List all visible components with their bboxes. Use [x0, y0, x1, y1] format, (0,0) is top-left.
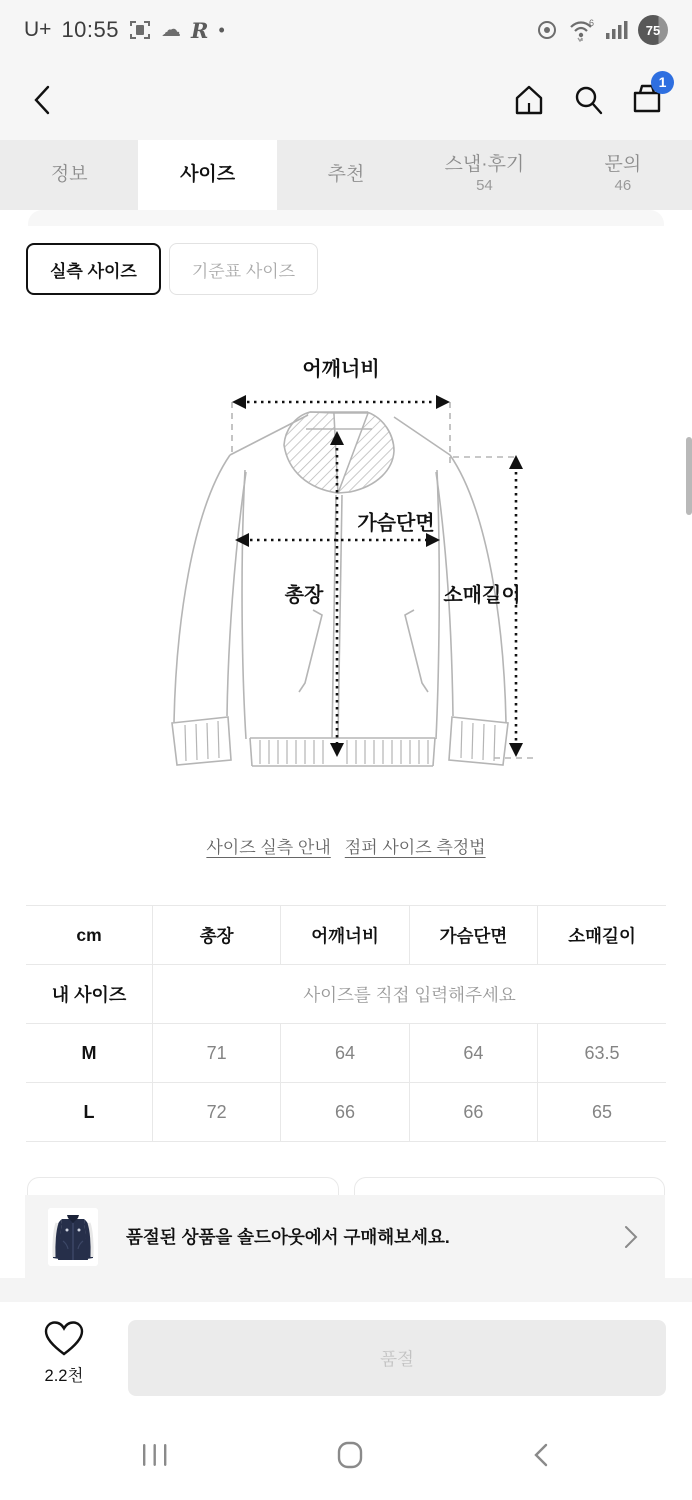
- jacket-line-art: [0, 345, 692, 815]
- peek-cards: [27, 1177, 665, 1195]
- soldout-banner[interactable]: [25, 1195, 665, 1278]
- col-chest: 가슴단면: [409, 906, 537, 965]
- battery-percent: 75: [645, 22, 661, 38]
- l-chest: 66: [409, 1083, 537, 1142]
- notification-dot-icon: •: [218, 19, 225, 40]
- l-length: 72: [153, 1083, 281, 1142]
- tab-recommend[interactable]: 추천: [327, 163, 365, 185]
- back-button[interactable]: [28, 83, 58, 117]
- tab-snap-review[interactable]: 스냅·후기 54: [444, 154, 525, 195]
- heart-icon: [43, 1320, 85, 1358]
- peek-card-left: [27, 1177, 339, 1195]
- scrollbar[interactable]: [686, 437, 692, 515]
- table-row-m: [26, 1024, 666, 1083]
- product-tab-bar: [0, 140, 692, 210]
- card-top-strip: [28, 210, 664, 226]
- shoulder-width-label: 어깨너비: [302, 358, 380, 381]
- m-shoulder: 64: [281, 1024, 409, 1083]
- total-length-label: 총장: [284, 584, 324, 607]
- col-length: 총장: [153, 906, 281, 965]
- peek-card-right: [354, 1177, 665, 1195]
- size-m-label: M: [26, 1024, 153, 1083]
- product-thumbnail: [48, 1208, 98, 1266]
- size-table: [26, 905, 666, 1142]
- m-length: 71: [153, 1024, 281, 1083]
- my-size-input[interactable]: 사이즈를 직접 입력해주세요: [153, 965, 667, 1024]
- wifi6-icon: [568, 18, 596, 42]
- status-bar: [0, 0, 692, 60]
- sleeve-length-label: 소매길이: [443, 584, 521, 607]
- size-type-toggle: [26, 243, 692, 295]
- guide-links: [0, 830, 692, 860]
- m-chest: 64: [409, 1024, 537, 1083]
- bottom-action-bar: [0, 1302, 692, 1420]
- like-button[interactable]: [26, 1320, 102, 1386]
- screenshot-icon: [129, 19, 151, 41]
- svg-text:6: 6: [589, 18, 595, 28]
- m-sleeve: 63.5: [538, 1024, 666, 1083]
- table-row-l: [26, 1083, 666, 1142]
- snap-review-count: 54: [476, 177, 493, 195]
- tab-info[interactable]: 정보: [50, 163, 88, 185]
- recents-button[interactable]: [140, 1442, 170, 1468]
- tab-size[interactable]: 사이즈: [138, 140, 276, 210]
- jumper-measure-method-link[interactable]: 점퍼 사이즈 측정법: [344, 837, 486, 857]
- my-size-label: 내 사이즈: [26, 965, 153, 1024]
- my-size-row: [26, 965, 666, 1024]
- size-table-header-row: [26, 906, 666, 965]
- col-cm: cm: [26, 906, 153, 965]
- chevron-right-icon: [623, 1224, 639, 1250]
- android-navigation-bar: [0, 1420, 692, 1500]
- cart-button[interactable]: [630, 74, 667, 120]
- app-header: [0, 60, 692, 140]
- back-nav-button[interactable]: [530, 1441, 552, 1469]
- signal-icon: [605, 19, 629, 41]
- cloud-icon: ☁: [161, 19, 181, 41]
- battery-icon: [638, 15, 668, 45]
- inquiry-count: 46: [614, 177, 632, 195]
- chest-width-label: 가슴단면: [357, 512, 435, 535]
- soldout-cta-button[interactable]: 품절: [128, 1320, 666, 1396]
- search-button[interactable]: [572, 84, 604, 116]
- col-sleeve: 소매길이: [538, 906, 666, 965]
- like-count: 2.2천: [44, 1367, 84, 1385]
- l-shoulder: 66: [281, 1083, 409, 1142]
- hotspot-icon: [535, 18, 559, 42]
- status-time: 10:55: [61, 17, 119, 42]
- home-button[interactable]: [512, 83, 546, 117]
- soldout-banner-text: 품절된 상품을 솔드아웃에서 구매해보세요.: [126, 1227, 450, 1247]
- measured-size-button[interactable]: 실측 사이즈: [26, 243, 161, 295]
- size-tab-content: [0, 210, 692, 1302]
- col-shoulder: 어깨너비: [281, 906, 409, 965]
- size-measure-guide-link[interactable]: 사이즈 실측 안내: [206, 837, 331, 857]
- standard-size-button[interactable]: 기준표 사이즈: [169, 243, 318, 295]
- measurement-diagram: [0, 345, 692, 815]
- size-l-label: L: [26, 1083, 153, 1142]
- tab-inquiry[interactable]: 문의 46: [604, 154, 642, 195]
- app-notification-icon: R: [191, 17, 209, 43]
- carrier-label: U+: [24, 18, 52, 41]
- cart-badge: 1: [651, 71, 674, 94]
- l-sleeve: 65: [538, 1083, 666, 1142]
- home-nav-button[interactable]: [336, 1440, 364, 1470]
